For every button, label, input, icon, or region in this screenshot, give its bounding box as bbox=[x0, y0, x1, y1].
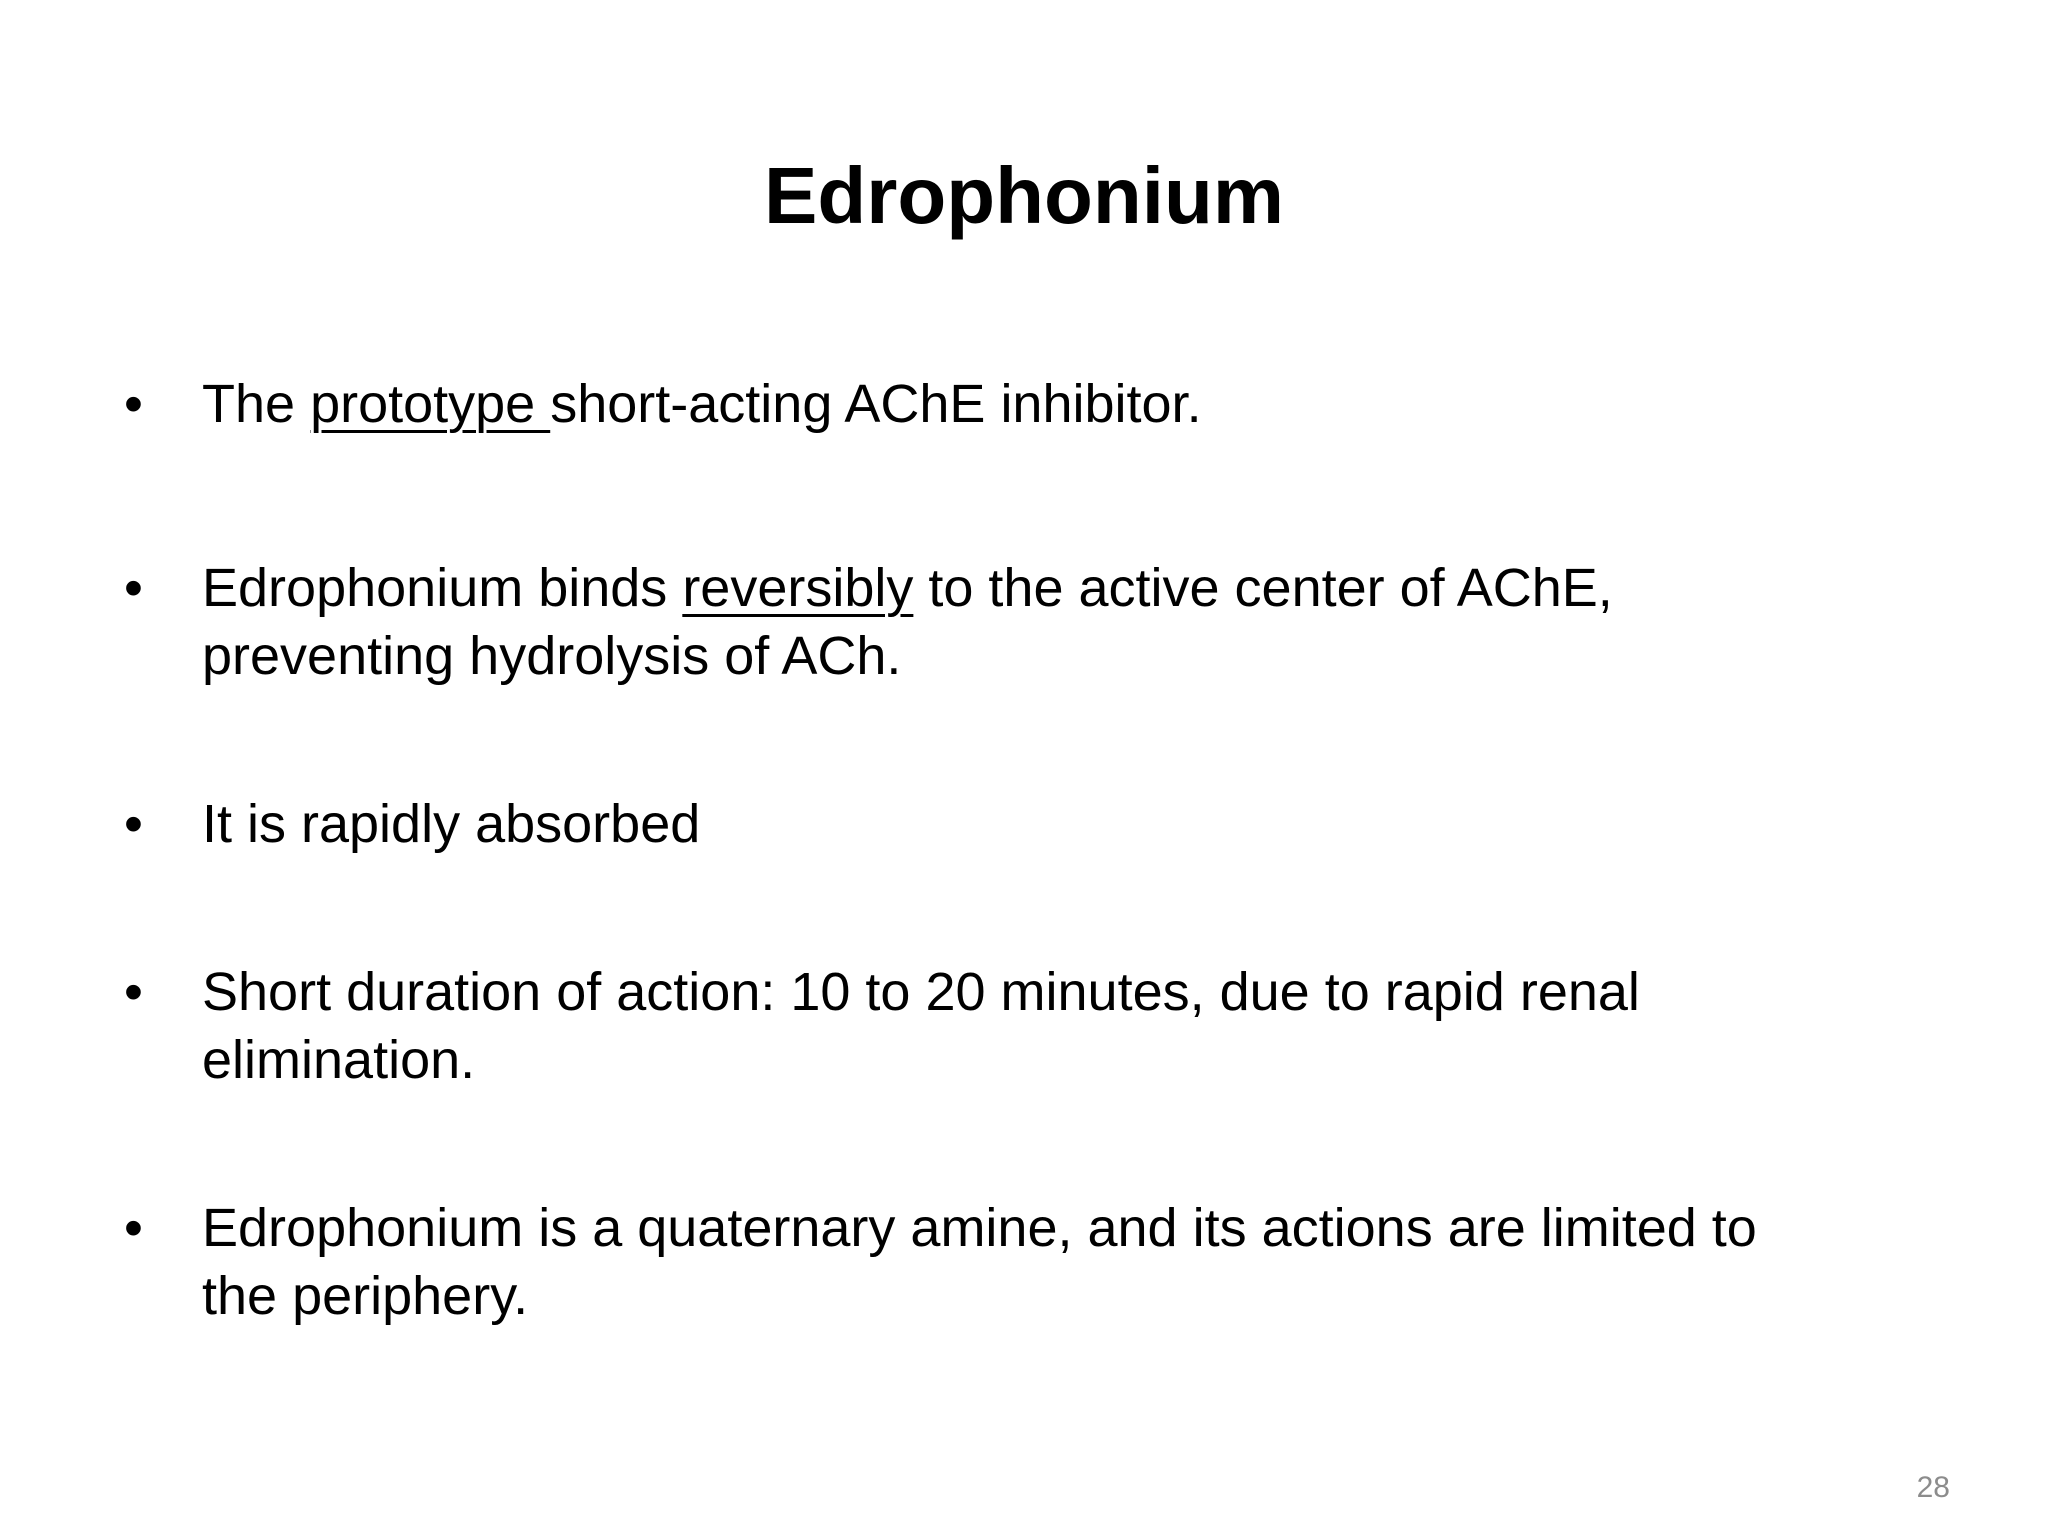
bullet-text: Short duration of action: 10 to 20 minutes, due to rapid renal elimination. bbox=[202, 962, 1640, 1090]
underlined-term: reversibly bbox=[682, 558, 914, 618]
bullet-text: The prototype short-acting AChE inhibitor. bbox=[202, 374, 1202, 434]
bullet-text: It is rapidly absorbed bbox=[202, 794, 701, 854]
bullet-marker: • bbox=[124, 1198, 143, 1258]
bullet-marker: • bbox=[124, 374, 143, 434]
bullet-text: Edrophonium binds reversibly to the active center of AChE, preventing hydrolysis of ACh. bbox=[202, 558, 1613, 686]
bullet-marker: • bbox=[124, 558, 143, 618]
bullet-marker: • bbox=[124, 962, 143, 1022]
bullet-marker: • bbox=[124, 794, 143, 854]
bullet-text: Edrophonium is a quaternary amine, and its actions are limited to the periphery. bbox=[202, 1198, 1757, 1326]
page-number: 28 bbox=[1916, 1471, 1950, 1504]
slide-title: Edrophonium bbox=[764, 151, 1284, 240]
underlined-term: prototype bbox=[310, 374, 551, 434]
